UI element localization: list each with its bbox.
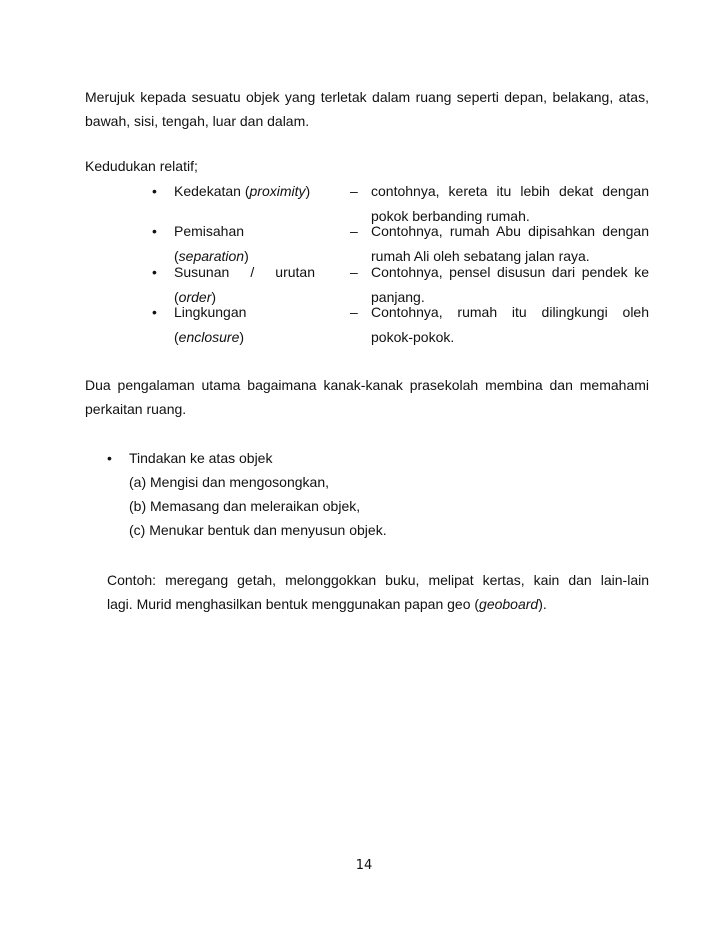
relative-item-term-cont: (separation) — [174, 248, 249, 264]
relative-item-description: contohnya, kereta itu lebih dekat dengan — [371, 183, 649, 199]
paragraph-experience-text: Dua pengalaman utama bagaimana kanak-kanak prasekolah membina dan memahami perkaitan ruang. — [85, 377, 649, 417]
paragraph-experience — [85, 373, 649, 421]
bullet-icon: • — [107, 450, 112, 466]
dash-separator: – — [350, 304, 358, 320]
relative-heading: Kedudukan relatif; — [85, 158, 198, 174]
relative-item-term: Pemisahan — [174, 223, 245, 239]
relative-item-description-cont: pokok-pokok. — [371, 329, 455, 345]
relative-item-description-cont: rumah Ali oleh sebatang jalan raya. — [371, 248, 590, 264]
relative-item-term-cont: (enclosure) — [174, 329, 245, 345]
example-line-1: Contoh: meregang getah, melonggokkan buku, melipat kertas, kain dan lain-lain — [107, 572, 649, 588]
dash-separator: – — [350, 223, 358, 239]
relative-item-description: Contohnya, pensel disusun dari pendek ke — [371, 264, 649, 280]
bullet-icon: • — [152, 223, 157, 239]
relative-item-description-cont: pokok berbanding rumah. — [371, 208, 530, 224]
relative-item-term: Lingkungan — [174, 304, 247, 320]
page-number: 14 — [355, 858, 373, 873]
action-heading: Tindakan ke atas objek — [129, 450, 273, 466]
bullet-icon: • — [152, 304, 157, 320]
relative-item-term: Kedekatan (proximity) — [174, 183, 311, 199]
paragraph-location — [85, 85, 649, 133]
example-line-2: lagi. Murid menghasilkan bentuk menggunakan papan geo (geoboard). — [107, 596, 547, 612]
action-item-reshape: (c) Menukar bentuk dan menyusun objek. — [129, 522, 387, 538]
bullet-icon: • — [152, 264, 157, 280]
relative-item-term-cont: (order) — [174, 289, 217, 305]
action-item-assemble: (b) Memasang dan meleraikan objek, — [129, 498, 361, 514]
relative-item-description: Contohnya, rumah Abu dipisahkan dengan — [371, 223, 649, 239]
relative-item-description: Contohnya, rumah itu dilingkungi oleh — [371, 304, 649, 320]
dash-separator: – — [350, 183, 358, 199]
dash-separator: – — [350, 264, 358, 280]
relative-item-term: Susunan / urutan — [174, 264, 315, 280]
paragraph-location-text: Merujuk kepada sesuatu objek yang terletak dalam ruang seperti depan, belakang, atas, bawah, sisi, tengah, luar dan dalam. — [85, 89, 649, 129]
bullet-icon: • — [152, 183, 157, 199]
relative-item-description-cont: panjang. — [371, 289, 425, 305]
action-item-fill: (a) Mengisi dan mengosongkan, — [129, 474, 330, 490]
